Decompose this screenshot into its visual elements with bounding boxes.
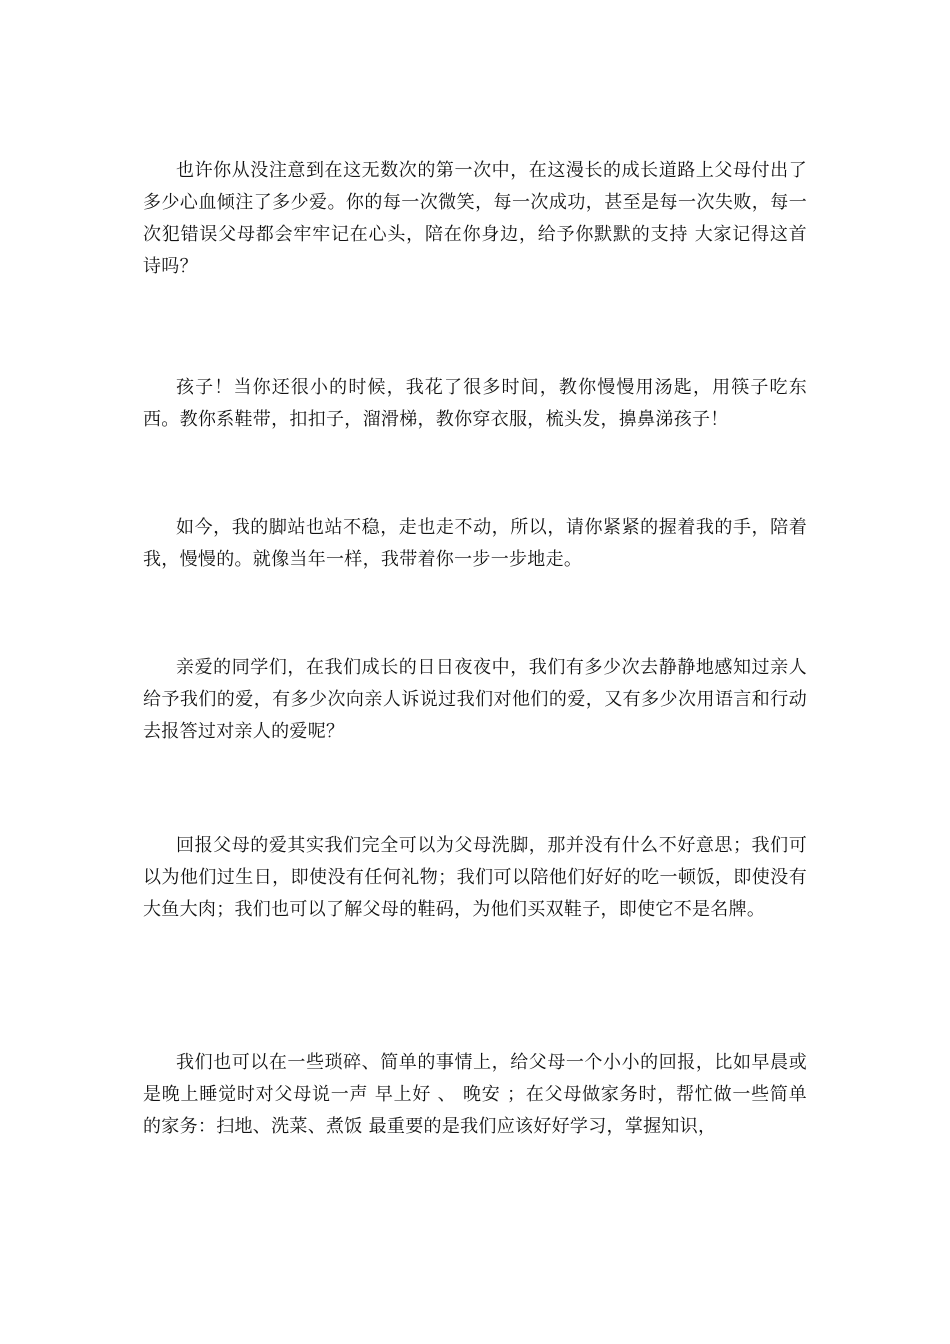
paragraph-3: 如今，我的脚站也站不稳，走也走不动，所以，请你紧紧的握着我的手，陪着我，慢慢的。就像当年一样，我带着你一步一步地走。 [143, 517, 807, 570]
paragraph-4: 亲爱的同学们，在我们成长的日日夜夜中，我们有多少次去静静地感知过亲人给予我们的爱，有多少次向亲人诉说过我们对他们的爱，又有多少次用语言和行动去报答过对亲人的爱呢？ [143, 657, 807, 742]
paragraph-1: 也许你从没注意到在这无数次的第一次中，在这漫长的成长道路上父母付出了多少心血倾注了多少爱。你的每一次微笑，每一次成功，甚至是每一次失败，每一次犯错误父母都会牢牢记在心头，陪在你身边，给予你默默的支持 大家记得这首诗吗？ [143, 160, 807, 277]
paragraph-6: 我们也可以在一些琐碎、简单的事情上，给父母一个小小的回报，比如早晨或是晚上睡觉时对父母说一声 早上好 、 晚安 ；在父母做家务时，帮忙做一些简单的家务：扫地、洗菜、煮饭 最重要的是我们应该好好学习，掌握知识， [143, 1052, 807, 1137]
paragraph-2: 孩子！当你还很小的时候，我花了很多时间，教你慢慢用汤匙，用筷子吃东西。教你系鞋带，扣扣子，溜滑梯，教你穿衣服，梳头发，擤鼻涕孩子！ [143, 377, 807, 430]
paragraph-5: 回报父母的爱其实我们完全可以为父母洗脚，那并没有什么不好意思；我们可以为他们过生日，即使没有任何礼物；我们可以陪他们好好的吃一顿饭，即使没有大鱼大肉；我们也可以了解父母的鞋码，为他们买双鞋子，即使它不是名牌。 [143, 835, 807, 920]
